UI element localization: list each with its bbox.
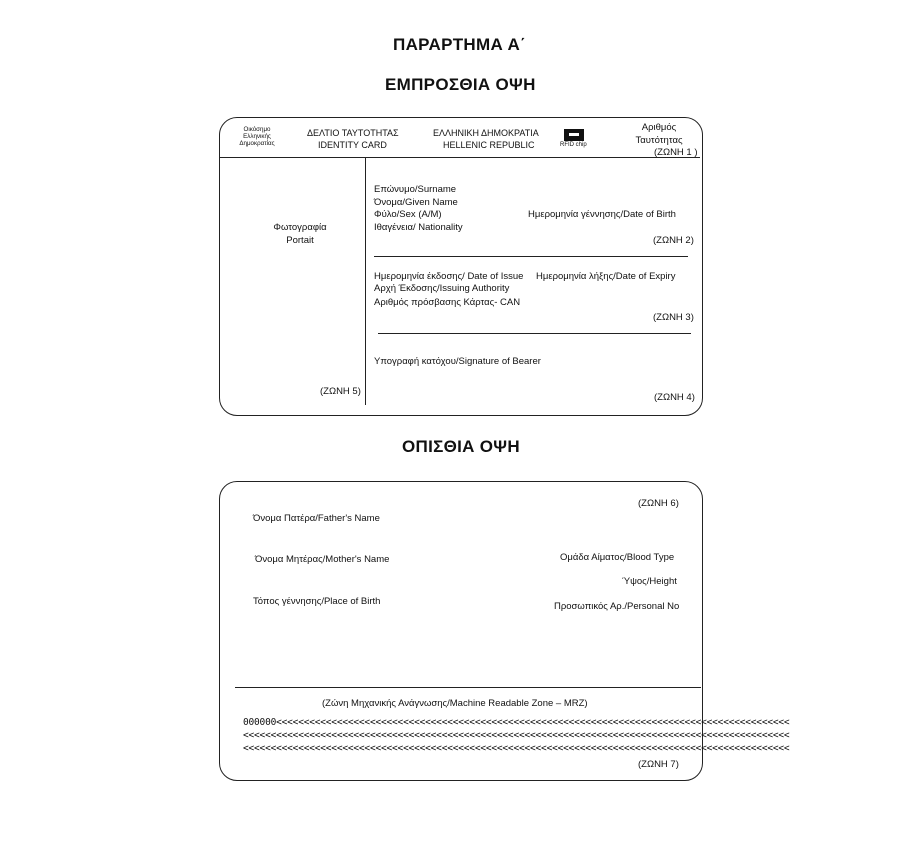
id-number-line: Αριθμός: [641, 122, 677, 133]
surname-field: Επώνυμο/Surname: [374, 184, 457, 195]
zone-6-label: (ΖΩΝΗ 6): [638, 498, 679, 509]
mrz-block: [243, 716, 790, 755]
photo-label-en: Portait: [286, 234, 314, 246]
zone-3-divider: [378, 333, 691, 334]
zone-1-label: (ΖΩΝΗ 1 ): [654, 147, 698, 158]
zone-7-label: (ΖΩΝΗ 7): [638, 759, 679, 770]
document-type-en: IDENTITY CARD: [318, 140, 387, 150]
blood-type-field: Ομάδα Αίματος/Blood Type: [560, 552, 675, 563]
country-name-en: HELLENIC REPUBLIC: [443, 140, 535, 150]
place-of-birth-field: Τόπος γέννησης/Place of Birth: [253, 596, 381, 607]
sex-field: Φύλο/Sex (Α/Μ): [374, 209, 442, 220]
back-view-title: ΟΠΙΣΘΙΑ ΟΨΗ: [402, 437, 520, 456]
header-divider: [220, 157, 700, 158]
mrz-divider: [235, 687, 701, 688]
emblem-line: Ελληνικής: [243, 133, 271, 140]
nationality-field: Ιθαγένεια/ Nationality: [374, 222, 463, 233]
id-number-line: Ταυτότητας: [635, 134, 683, 146]
expiry-date-field: Ημερομηνία λήξης/Date of Expiry: [536, 271, 676, 282]
zone-2-label: (ΖΩΝΗ 2): [653, 235, 694, 246]
annex-title: ΠΑΡΑΡΤΗΜΑ Α΄: [393, 35, 526, 54]
issue-date-field: Ημερομηνία έκδοσης/ Date of Issue: [374, 271, 524, 282]
signature-field: Υπογραφή κατόχου/Signature of Bearer: [374, 356, 541, 367]
personal-number-field: Προσωπικός Αρ./Personal No: [554, 601, 680, 612]
zone-4-label: (ΖΩΝΗ 4): [654, 392, 695, 403]
date-of-birth-field: Ημερομηνία γέννησης/Date of Birth: [528, 209, 676, 220]
id-number-label: [620, 122, 698, 147]
zone-3-label: (ΖΩΝΗ 3): [653, 312, 694, 323]
emblem-line: Δημοκρατίας: [239, 140, 275, 147]
document-type-gr: ΔΕΛΤΙΟ ΤΑΥΤΟΤΗΤΑΣ: [307, 128, 399, 138]
emblem-line: Οικόσημο: [243, 126, 271, 133]
can-field: Αριθμός πρόσβασης Κάρτας- CAN: [374, 297, 521, 308]
zone-5-label: (ΖΩΝΗ 5): [320, 386, 361, 397]
front-card: [219, 117, 703, 416]
mrz-line: <<<<<<<<<<<<<<<<<<<<<<<<<<<<<<<<<<<<<<<<<<<<<<<<<<<<<<<<<<<<<<<<<<<<<<<<<<<<<<<<<<<<<<<<<<<<<<<<<<<: [243, 730, 790, 741]
zone-2-divider: [374, 256, 688, 257]
mrz-title: (Ζώνη Μηχανικής Ανάγνωσης/Machine Readable Zone – MRZ): [322, 698, 588, 709]
country-name-gr: ΕΛΛΗΝΙΚΗ ΔΗΜΟΚΡΑΤΙΑ: [433, 128, 539, 138]
mother-name-field: Όνομα Μητέρας/Mother's Name: [255, 554, 390, 565]
mrz-line: <<<<<<<<<<<<<<<<<<<<<<<<<<<<<<<<<<<<<<<<<<<<<<<<<<<<<<<<<<<<<<<<<<<<<<<<<<<<<<<<<<<<<<<<<<<<<<<<<<<: [243, 743, 790, 754]
photo-label: [250, 222, 350, 247]
photo-column-divider: [365, 157, 366, 405]
photo-label-gr: Φωτογραφία: [273, 222, 327, 233]
height-field: Ύψος/Height: [622, 576, 677, 587]
issuing-authority-field: Αρχή Έκδοσης/Issuing Authority: [374, 283, 510, 294]
father-name-field: Όνομα Πατέρα/Father's Name: [253, 513, 380, 524]
emblem-placeholder: [232, 126, 282, 147]
front-view-title: ΕΜΠΡΟΣΘΙΑ ΟΨΗ: [385, 75, 536, 94]
given-name-field: Όνομα/Given Name: [374, 197, 458, 208]
rfid-chip-label: RFID chip: [560, 142, 587, 148]
mrz-line: 000000<<<<<<<<<<<<<<<<<<<<<<<<<<<<<<<<<<<<<<<<<<<<<<<<<<<<<<<<<<<<<<<<<<<<<<<<<<<<<<<<<<<<<<<<<<<<<: [243, 717, 790, 728]
rfid-chip-icon: [564, 129, 584, 141]
